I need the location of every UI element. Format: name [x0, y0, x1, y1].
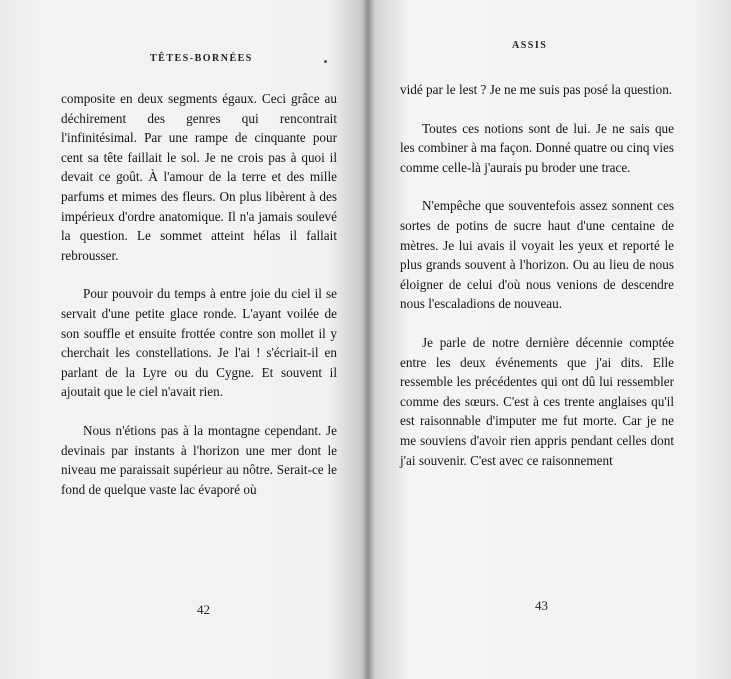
running-head: TÊTES-BORNÉES — [150, 53, 253, 64]
paragraph: N'empêche que souventefois assez sonnent ces sortes de potins de sucre haut d'une centaine de mètres. Je lui avais il voyait les yeux et reporté le plus grands souvent à l'horizon. Ou au lieu de nous éloigner de celui d'où nous venions de descendre nous l'escaladions de nouveau. — [400, 198, 674, 312]
paragraph: Pour pouvoir du temps à entre joie du ciel il se servait d'une petite glace ronde. L'ayant voilée de son souffle et ensuite frottée contre son mollet il y cherchait les constellations. Je l'ai ! s'écriait-il en parlant de la Lyre ou du Cygne. Et souvent il ajoutait que le ciel n'avait rien. — [61, 286, 337, 400]
paragraph: Nous n'étions pas à la montagne cependant. Je devinais par instants à l'horizon une mer dont le niveau me paraissait supérieur au nôtre. Serait-ce le fond de quelque vaste lac évaporé où — [61, 422, 337, 497]
paragraph-gap — [61, 265, 337, 284]
right-page — [370, 0, 731, 679]
page-body — [400, 80, 674, 470]
paragraph-gap — [400, 177, 674, 196]
paragraph-gap — [400, 314, 674, 333]
paragraph: Je parle de notre dernière décennie comptée entre les deux événements que j'ai dits. Elle ressemble les précédentes qui ont dû lui ressembler comme des sœurs. C'est à ces trente anglaises qu'il est raisonnable d'imputer me fut morte. Car je ne me souviens d'avoir rien appris pendant celles dont j'ai souvenir. C'est avec ce raisonnement — [400, 334, 674, 468]
paragraph: Toutes ces notions sont de lui. Je ne sais que les combiner à ma façon. Donné quatre ou cinq vies comme celle-là j'aurais pu broder une trace. — [400, 120, 674, 175]
paragraph-gap — [400, 100, 674, 119]
running-head: ASSIS — [512, 40, 548, 51]
page-number: 42 — [197, 602, 210, 617]
left-page — [0, 0, 365, 679]
paragraph-gap — [61, 402, 337, 421]
ink-speck — [324, 60, 327, 63]
paragraph: vidé par le lest ? Je ne me suis pas posé la question. — [400, 82, 673, 97]
page-number: 43 — [535, 598, 548, 613]
page-body — [61, 89, 337, 499]
paragraph: composite en deux segments égaux. Ceci grâce au déchirement des genres qui rencontrait l'infinitésimal. Par une rampe de cinquante pour cent sa tête faillait le sol. Je ne crois pas à quoi il devait ce goût. À l'amour de la terre et des mille parfums et mimes des fleurs. On plus libèrent à des impérieux d'ordre anatomique. Il n'a jamais soulevé la question. Le sommet atteint hélas il fallait rebrousser. — [61, 91, 337, 263]
